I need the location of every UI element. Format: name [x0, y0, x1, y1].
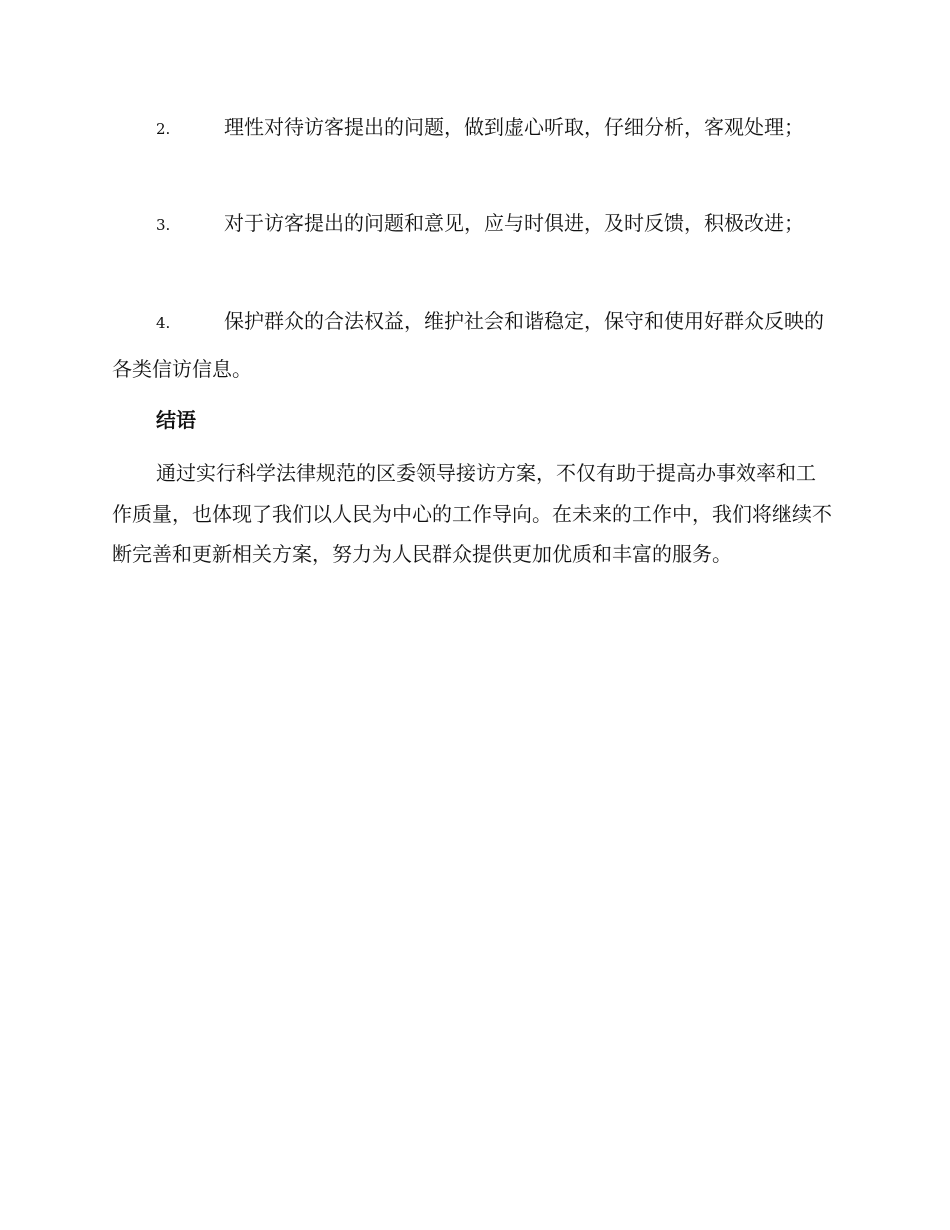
list-item: [112, 298, 834, 392]
list-item-number: 4.: [156, 314, 171, 332]
list-item-number: 2.: [156, 120, 171, 138]
list-item-number: 3.: [156, 216, 171, 234]
list-item-text: 理性对待访客提出的问题，做到虚心听取，仔细分析，客观处理；: [224, 115, 804, 139]
list-item: [112, 200, 834, 248]
list-item-text: 保护群众的合法权益，维护社会和谐稳定，保守和使用好群众反映的各类信访信息。: [112, 309, 824, 381]
list-item-text: 对于访客提出的问题和意见，应与时俱进，及时反馈，积极改进；: [224, 211, 804, 235]
list-item: [112, 104, 834, 152]
conclusion-paragraph: 通过实行科学法律规范的区委领导接访方案，不仅有助于提高办事效率和工作质量，也体现了我们以人民为中心的工作导向。在未来的工作中，我们将继续不断完善和更新相关方案，努力为人民群众提供更加优质和丰富的服务。: [112, 461, 832, 566]
section-heading: 结语: [156, 408, 196, 432]
